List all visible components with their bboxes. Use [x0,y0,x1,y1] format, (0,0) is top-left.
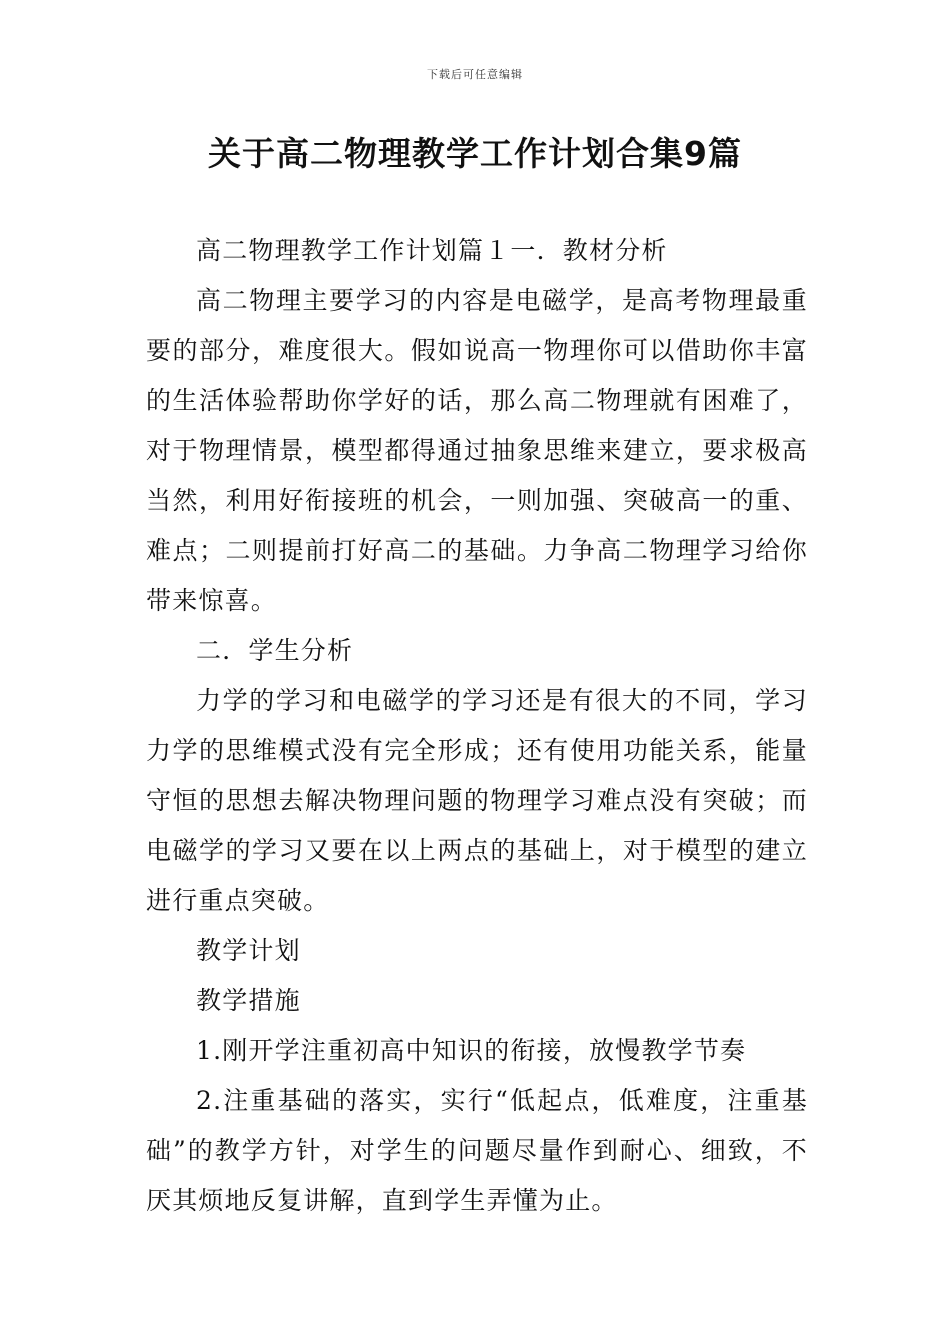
list-item-measure-2: 2.注重基础的落实，实行“低起点，低难度，注重基础”的教学方针，对学生的问题尽量作到耐心、细致，不厌其烦地反复讲解，直到学生弄懂为止。 [146,1086,808,1215]
header-note: 下载后可任意编辑 [427,68,523,81]
section-heading-teaching-plan: 教学计划 [196,936,301,965]
section-heading-textbook-analysis: 高二物理教学工作计划篇１一．教材分析 [196,236,668,265]
section-heading-teaching-measures: 教学措施 [196,986,301,1015]
section-heading-student-analysis: 二．学生分析 [196,636,354,665]
list-item-measure-1: 1.刚开学注重初高中知识的衔接，放慢教学节奏 [196,1036,747,1065]
paragraph-student-analysis: 力学的学习和电磁学的学习还是有很大的不同，学习力学的思维模式没有完全形成；还有使用功能关系，能量守恒的思想去解决物理问题的物理学习难点没有突破；而电磁学的学习又要在以上两点的基础上，对于模型的建立进行重点突破。 [146,686,808,915]
document-body [146,226,808,1226]
paragraph-textbook-analysis: 高二物理主要学习的内容是电磁学，是高考物理最重要的部分，难度很大。假如说高一物理你可以借助你丰富的生活体验帮助你学好的话，那么高二物理就有困难了，对于物理情景，模型都得通过抽象思维来建立，要求极高当然，利用好衔接班的机会，一则加强、突破高一的重、难点；二则提前打好高二的基础。力争高二物理学习给你带来惊喜。 [146,286,808,615]
document-title: 关于高二物理教学工作计划合集9篇 [208,134,742,173]
